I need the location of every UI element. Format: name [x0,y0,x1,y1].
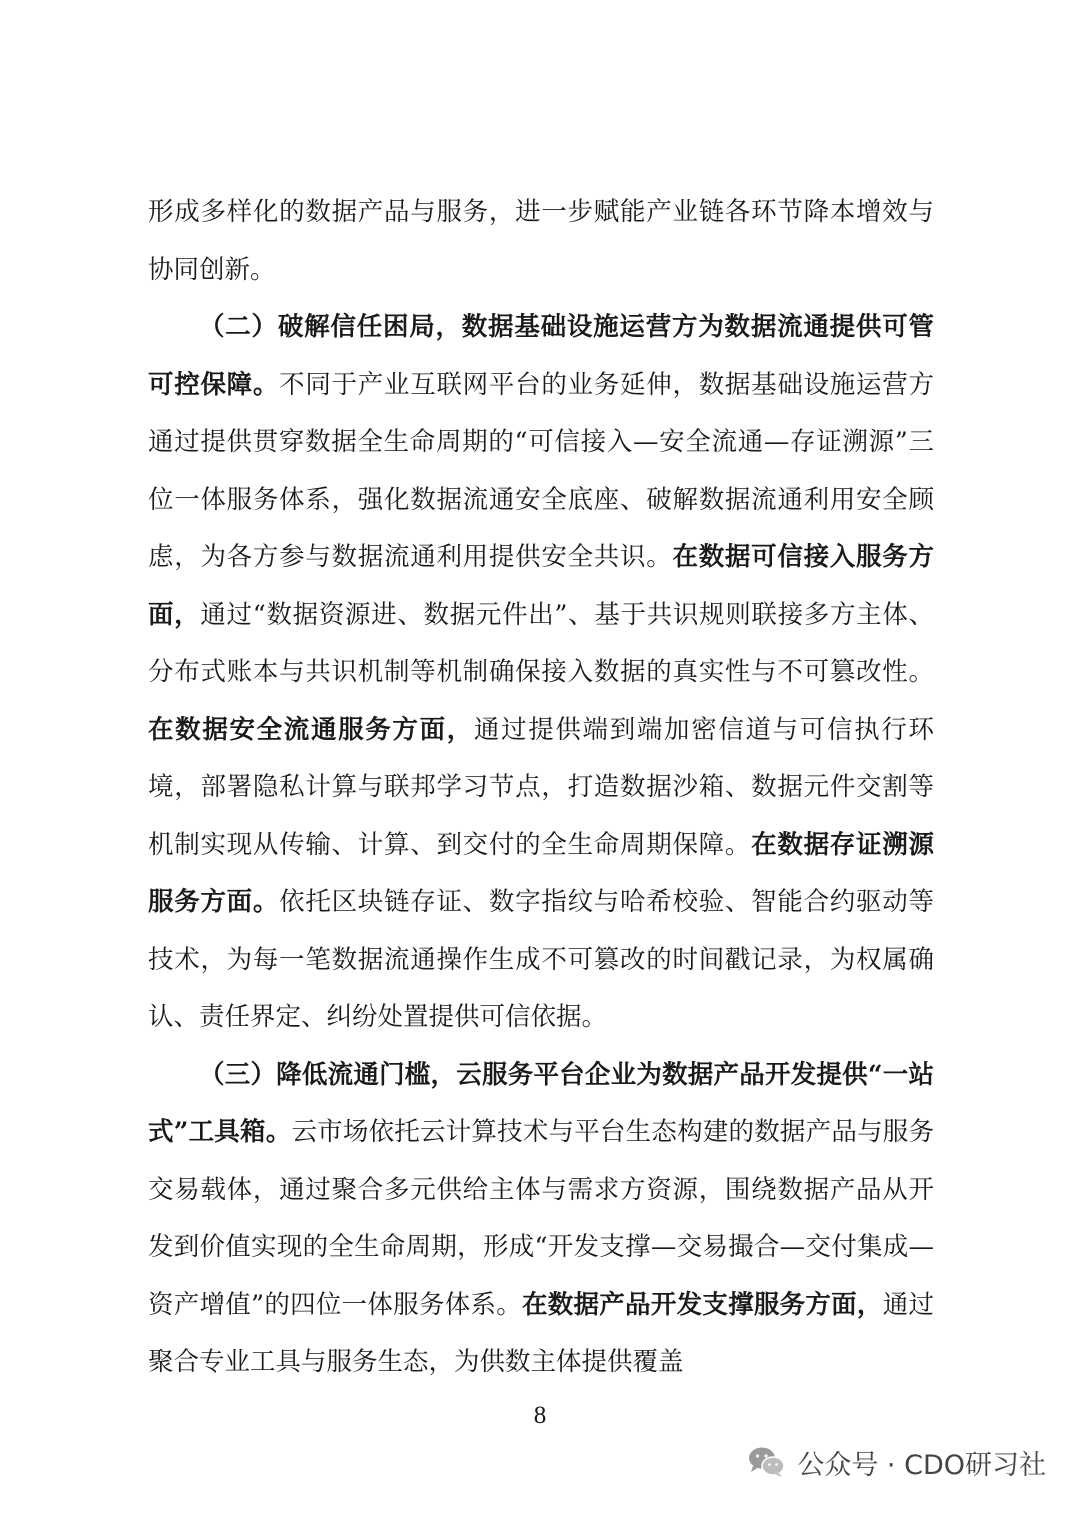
body-text: 通过提供端到端加密信道与可信执行环境，部署隐私计算与联邦学习节点，打造数据沙箱、数据元件交割等机制实现从传输、计算、到交付的全生命周期保障。 [148,714,934,860]
page-number: 8 [533,1402,547,1429]
wechat-icon [747,1445,787,1479]
body-text: 通过“数据资源进、数据元件出”、基于共识规则联接多方主体、分布式账本与共识机制等机制确保接入数据的真实性与不可篡改性。 [148,599,934,687]
bold-lead: 在数据存证溯源服务方面。 [148,829,934,917]
section-heading: （二）破解信任困局，数据基础设施运营方为数据流通提供可管可控保障。 [148,312,934,400]
body-text: 通过聚合专业工具与服务生态，为供数主体提供覆盖 [148,1289,934,1377]
watermark-text: 公众号 · CDO研习社 [797,1449,1046,1481]
document-body [148,184,934,1392]
body-text: 依托区块链存证、数字指纹与哈希校验、智能合约驱动等技术，为每一笔数据流通操作生成不可篡改的时间戳记录，为权属确认、责任界定、纠纷处置提供可信依据。 [148,887,934,1032]
body-text: 云市场依托云计算技术与平台生态构建的数据产品与服务交易载体，通过聚合多元供给主体与需求方资源，围绕数据产品从开发到价值实现的全生命周期，形成“开发支撑—交易撮合—交付集成—资产增值”的四位一体服务体系。 [148,1117,934,1320]
watermark [747,1437,1046,1487]
bold-lead: 在数据产品开发支撑服务方面， [522,1289,883,1320]
body-text: 不同于产业互联网平台的业务延伸，数据基础设施运营方通过提供贯穿数据全生命周期的“可信接入—安全流通—存证溯源”三位一体服务体系，强化数据流通安全底座、破解数据流通利用安全顾虑，为各方参与数据流通利用提供安全共识。 [148,369,934,572]
paragraph: 形成多样化的数据产品与服务，进一步赋能产业链各环节降本增效与协同创新。 [148,197,934,285]
section-heading: （三）降低流通门槛，云服务平台企业为数据产品开发提供“一站式”工具箱。 [148,1059,934,1147]
bold-lead: 在数据安全流通服务方面， [148,714,474,745]
paragraph [148,1047,934,1392]
bold-lead: 在数据可信接入服务方面， [148,542,934,630]
paragraph [148,299,934,1047]
